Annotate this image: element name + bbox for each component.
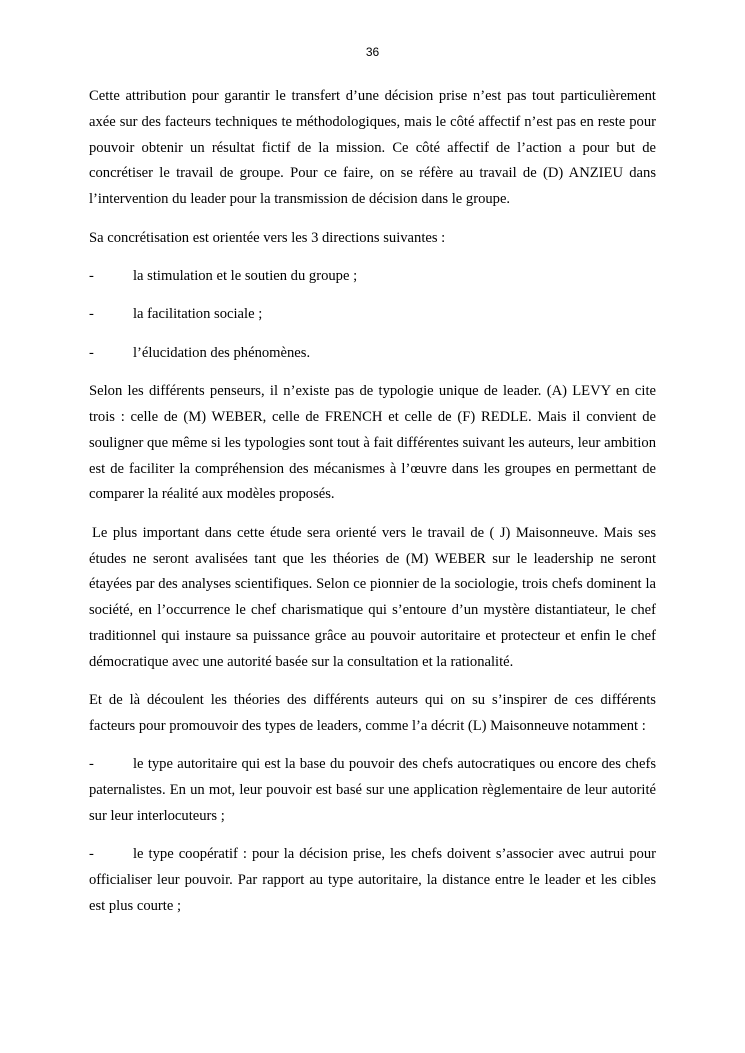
paragraph-concretisation: Sa concrétisation est orientée vers les 3 directions suivantes :	[89, 229, 446, 246]
list-item-text: l’élucidation des phénomènes.	[133, 344, 311, 361]
list-dash: -	[89, 344, 94, 361]
list-dash: -	[89, 306, 94, 323]
list-item	[89, 842, 656, 919]
list-dash: -	[89, 756, 94, 773]
list-item	[89, 302, 656, 328]
page-number: 36	[365, 45, 380, 59]
paragraph-typologies: Selon les différents penseurs, il n’existe pas de typologie unique de leader. (A) LEVY en cite trois : celle de (M) WEBER, celle de FRENCH et celle de (F) REDLE. Mais il convient de souligner que même si les typologies sont tout à fait différentes suivant les auteurs, leur ambition est de faciliter la compréhension des mécanismes à l’œuvre dans les groupes en permettant de comparer la réalité aux modèles proposés.	[89, 383, 656, 503]
list-dash: -	[89, 267, 94, 284]
list-item-text: le type coopératif : pour la décision prise, les chefs doivent s’associer avec autrui pour officialiser leur pouvoir. Par rapport au type autoritaire, la distance entre le leader et les cibles est plus courte ;	[89, 846, 656, 914]
paragraph-theories: Et de là découlent les théories des différents auteurs qui on su s’inspirer de ces différents facteurs pour promouvoir des types de leaders, comme l’a décrit (L) Maisonneuve notamment :	[89, 692, 656, 734]
paragraph-maisonneuve: Le plus important dans cette étude sera orienté vers le travail de ( J) Maisonneuve. Mais ses études ne seront avalisées tant que les théories de (M) WEBER sur le leadership ne seront étayées par des analyses scientifiques. Selon ce pionnier de la sociologie, trois chefs dominent la société, en l’occurrence le chef charismatique qui s’entoure d’un mystère distantiateur, le chef traditionnel qui instaure sa puissance grâce au pouvoir autoritaire et protecteur et enfin le chef démocratique avec une autorité basée sur la consultation et la rationalité.	[89, 524, 656, 670]
list-item-text: la stimulation et le soutien du groupe ;	[133, 267, 358, 284]
list-item-text: le type autoritaire qui est la base du pouvoir des chefs autocratiques ou encore des chefs paternalistes. En un mot, leur pouvoir est basé sur une application règlementaire de leur autorité sur leur interlocuteurs ;	[89, 756, 656, 824]
list-item	[89, 264, 656, 290]
paragraph-attribution: Cette attribution pour garantir le transfert d’une décision prise n’est pas tout particulièrement axée sur des facteurs techniques te méthodologiques, mais le côté affectif n’est pas en reste pour pouvoir obtenir un résultat fictif de la mission. Ce côté affectif de l’action a pour but de concrétiser le travail de groupe. Pour ce faire, on se réfère au travail de (D) ANZIEU dans l’intervention du leader pour la transmission de décision dans le groupe.	[89, 88, 656, 208]
document-body	[89, 84, 656, 932]
list-item	[89, 752, 656, 829]
list-item-text: la facilitation sociale ;	[133, 306, 263, 323]
list-item	[89, 341, 656, 367]
list-dash: -	[89, 846, 94, 863]
